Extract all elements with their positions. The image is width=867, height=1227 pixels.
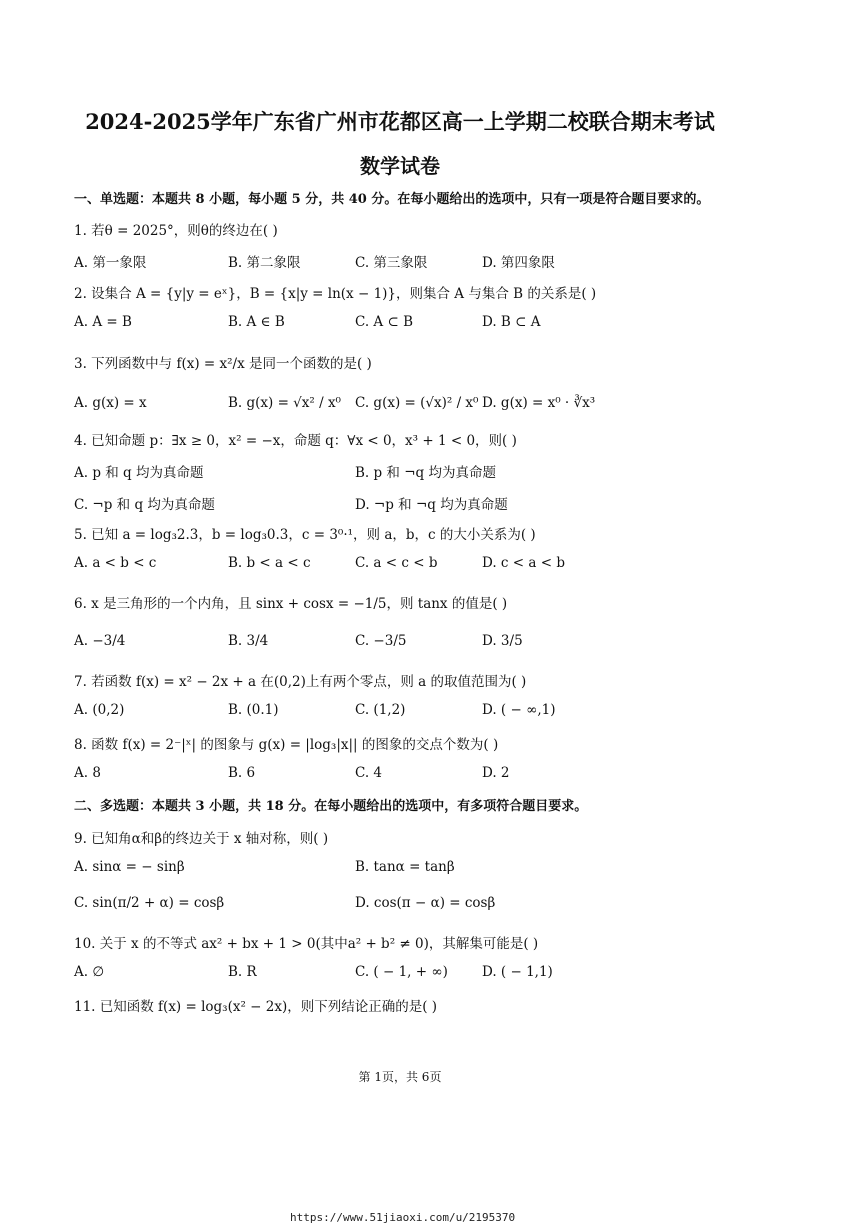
q10-option-c: C. ( − 1, + ∞)	[355, 964, 448, 980]
q1-option-a: A. 第一象限	[74, 255, 147, 271]
question-3-stem: 3. 下列函数中与 f(x) = x²/x 是同一个函数的是( )	[74, 356, 372, 372]
q6-option-b: B. 3/4	[228, 633, 269, 649]
q9-option-b: B. tanα = tanβ	[355, 859, 455, 875]
q5-option-c: C. a < c < b	[355, 555, 438, 571]
question-10-stem: 10. 关于 x 的不等式 ax² + bx + 1 > 0(其中a² + b² ≠ 0)，其解集可能是( )	[74, 936, 539, 952]
q3-option-b: B. g(x) = √x² / x⁰	[228, 395, 341, 411]
question-1-stem: 1. 若θ = 2025°，则θ的终边在( )	[74, 223, 278, 239]
q2-option-c: C. A ⊂ B	[355, 314, 413, 330]
exam-title: 2024-2025学年广东省广州市花都区高一上学期二校联合期末考试	[85, 109, 715, 134]
section-heading-single-choice: 一、单选题：本题共 8 小题，每小题 5 分，共 40 分。在每小题给出的选项中，只有一项是符合题目要求的。	[74, 192, 710, 207]
q5-option-b: B. b < a < c	[228, 555, 311, 571]
q6-option-d: D. 3/5	[482, 633, 523, 649]
exam-subtitle: 数学试卷	[360, 154, 440, 178]
q10-option-d: D. ( − 1,1)	[482, 964, 553, 980]
q8-option-a: A. 8	[74, 765, 101, 781]
q10-option-a: A. ∅	[74, 964, 105, 980]
q5-option-d: D. c < a < b	[482, 555, 565, 571]
question-6-stem: 6. x 是三角形的一个内角，且 sinx + cosx = −1/5，则 tanx 的值是( )	[74, 596, 508, 612]
page-number-footer: 第 1页，共 6页	[358, 1070, 442, 1084]
q7-option-a: A. (0,2)	[74, 702, 125, 718]
q8-option-b: B. 6	[228, 765, 256, 781]
q2-option-b: B. A ∈ B	[228, 314, 285, 330]
question-5-stem: 5. 已知 a = log₃2.3，b = log₃0.3，c = 3⁰·¹，则 a，b，c 的大小关系为( )	[74, 527, 536, 543]
q1-option-d: D. 第四象限	[482, 255, 555, 271]
q3-option-d: D. g(x) = x⁰ · ∛x³	[482, 395, 596, 411]
q6-option-c: C. −3/5	[355, 633, 407, 649]
q2-option-d: D. B ⊂ A	[482, 314, 541, 330]
q9-option-a: A. sinα = − sinβ	[74, 859, 185, 875]
section-heading-multiple-choice: 二、多选题：本题共 3 小题，共 18 分。在每小题给出的选项中，有多项符合题目要求。	[74, 799, 588, 814]
question-7-stem: 7. 若函数 f(x) = x² − 2x + a 在(0,2)上有两个零点，则 a 的取值范围为( )	[74, 674, 527, 690]
q6-option-a: A. −3/4	[74, 633, 126, 649]
q7-option-d: D. ( − ∞,1)	[482, 702, 556, 718]
q4-option-a: A. p 和 q 均为真命题	[74, 465, 204, 481]
question-9-stem: 9. 已知角α和β的终边关于 x 轴对称，则( )	[74, 831, 329, 847]
q4-option-c: C. ¬p 和 q 均为真命题	[74, 497, 215, 513]
q7-option-b: B. (0.1)	[228, 702, 279, 718]
q2-option-a: A. A = B	[74, 314, 132, 330]
question-8-stem: 8. 函数 f(x) = 2⁻|ˣ| 的图象与 g(x) = |log₃|x|| 的图象的交点个数为( )	[74, 737, 499, 753]
question-4-stem: 4. 已知命题 p：∃x ≥ 0，x² = −x，命题 q：∀x < 0，x³ + 1 < 0，则( )	[74, 433, 517, 449]
q9-option-c: C. sin(π/2 + α) = cosβ	[74, 895, 225, 911]
q8-option-c: C. 4	[355, 765, 383, 781]
q5-option-a: A. a < b < c	[74, 555, 157, 571]
q4-option-d: D. ¬p 和 ¬q 均为真命题	[355, 497, 508, 513]
q1-option-c: C. 第三象限	[355, 255, 428, 271]
q8-option-d: D. 2	[482, 765, 510, 781]
question-2-stem: 2. 设集合 A = {y|y = eˣ}，B = {x|y = ln(x − 1)}，则集合 A 与集合 B 的关系是( )	[74, 286, 597, 302]
watermark-url[interactable]: https://www.51jiaoxi.com/u/2195370	[290, 1211, 516, 1224]
q7-option-c: C. (1,2)	[355, 702, 406, 718]
q9-option-d: D. cos(π − α) = cosβ	[355, 895, 496, 911]
q3-option-a: A. g(x) = x	[74, 395, 147, 411]
q3-option-c: C. g(x) = (√x)² / x⁰	[355, 395, 479, 411]
q4-option-b: B. p 和 ¬q 均为真命题	[355, 465, 496, 481]
question-11-stem: 11. 已知函数 f(x) = log₃(x² − 2x)，则下列结论正确的是( )	[74, 999, 438, 1015]
q10-option-b: B. R	[228, 964, 257, 980]
q1-option-b: B. 第二象限	[228, 255, 301, 271]
